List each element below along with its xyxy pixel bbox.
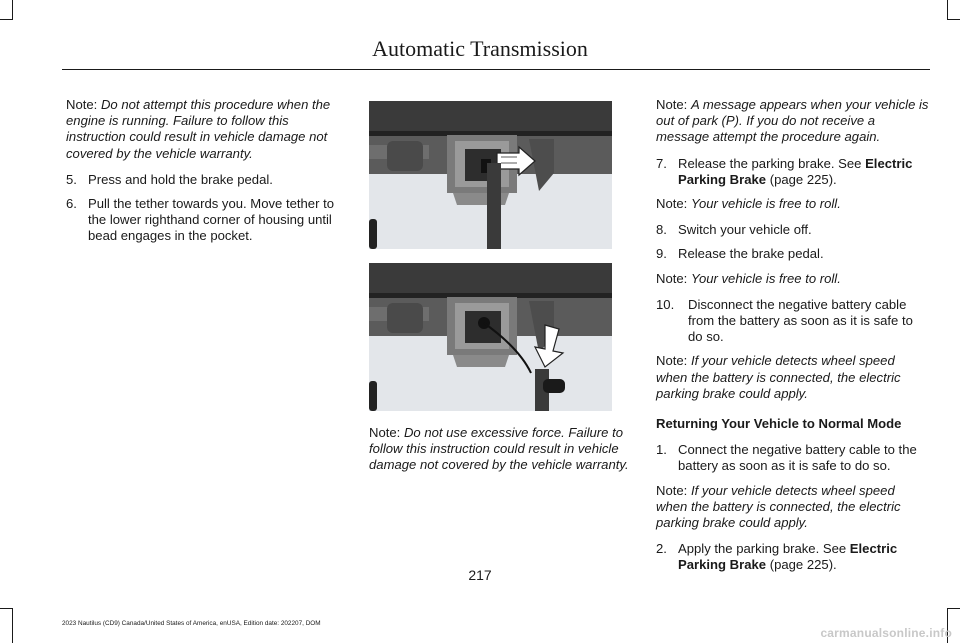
list-item — [66, 172, 338, 188]
note — [66, 97, 338, 162]
note — [656, 353, 929, 402]
note — [656, 196, 929, 212]
list-item — [656, 297, 929, 346]
step-number: 5. — [66, 171, 77, 187]
note-label: Note: — [656, 482, 688, 498]
step-text: Pull the tether towards you. Move tether to the lower righthand corner of housing until bead engages in the pocket. — [88, 196, 335, 244]
step-number: 6. — [66, 196, 77, 212]
watermark: carmanualsonline.info — [820, 626, 952, 640]
note-label: Note: — [369, 425, 401, 440]
step-text: Release the brake pedal. — [678, 246, 824, 262]
tether-housing-figure — [369, 101, 612, 249]
step-number: 2. — [656, 541, 667, 557]
page-reference: (page 225). — [769, 557, 837, 573]
note — [656, 483, 929, 532]
note-label: Note: — [656, 353, 688, 369]
step-number: 1. — [656, 442, 667, 458]
crop-mark — [947, 0, 948, 20]
list-item — [656, 222, 929, 238]
note-label: Note: — [656, 270, 688, 286]
note — [369, 425, 635, 474]
step-number: 10. — [656, 296, 675, 312]
step-number: 8. — [656, 222, 667, 238]
header-rule — [62, 69, 930, 70]
tether-pocket-figure — [369, 263, 612, 411]
crop-mark — [0, 608, 13, 609]
note — [656, 97, 929, 146]
list-item — [656, 442, 929, 474]
step-number: 9. — [656, 246, 667, 262]
right-column — [656, 97, 929, 582]
crop-mark — [947, 19, 960, 20]
section-heading: Returning Your Vehicle to Normal Mode — [656, 416, 902, 432]
step-text: Press and hold the brake pedal. — [88, 171, 273, 187]
page-number: 217 — [468, 567, 492, 583]
crop-mark — [0, 19, 13, 20]
step-text: Release the parking brake. See — [678, 155, 862, 171]
middle-note — [369, 425, 635, 484]
cross-reference-link[interactable]: Electric Parking Brake — [678, 155, 913, 187]
cross-reference-link[interactable]: Electric Parking Brake — [678, 541, 898, 573]
list-item — [656, 246, 929, 262]
step-text: Switch your vehicle off. — [678, 222, 812, 238]
note-text: Your vehicle is free to roll. — [690, 270, 841, 286]
page-title: Automatic Transmission — [372, 36, 588, 61]
note-label: Note: — [656, 97, 688, 112]
crop-mark — [947, 608, 960, 609]
page-reference: (page 225). — [769, 171, 837, 187]
step-text: Apply the parking brake. See — [678, 541, 847, 557]
step-text: Connect the negative battery cable to the battery as soon as it is safe to do so. — [678, 442, 917, 474]
note-text: Your vehicle is free to roll. — [690, 196, 841, 212]
edition-footer: 2023 Nautilus (CD9) Canada/United States of America, enUSA, Edition date: 202207, DOM — [62, 620, 321, 627]
note-text: If your vehicle detects wheel speed when the battery is connected, the electric parking brake could apply. — [656, 353, 901, 401]
note-text: If your vehicle detects wheel speed when the battery is connected, the electric parking brake could apply. — [656, 482, 901, 531]
note-label: Note: — [656, 196, 688, 212]
crop-mark — [12, 608, 13, 643]
note-text: A message appears when your vehicle is out of park (P). If you do not receive a message attempt the procedure again. — [656, 97, 929, 145]
list-item — [66, 196, 338, 245]
list-item — [656, 156, 929, 188]
step-text: Disconnect the negative battery cable from the battery as soon as it is safe to do so. — [688, 296, 913, 345]
note-text: Do not use excessive force. Failure to follow this instruction could result in vehicle damage not covered by the vehicle warranty. — [369, 425, 629, 473]
note-label: Note: — [66, 97, 98, 112]
note — [656, 271, 929, 287]
crop-mark — [12, 0, 13, 20]
left-column — [66, 97, 338, 253]
step-number: 7. — [656, 155, 667, 171]
note-text: Do not attempt this procedure when the engine is running. Failure to follow this instruction could result in vehicle damage not covered by the vehicle warranty. — [66, 97, 331, 161]
